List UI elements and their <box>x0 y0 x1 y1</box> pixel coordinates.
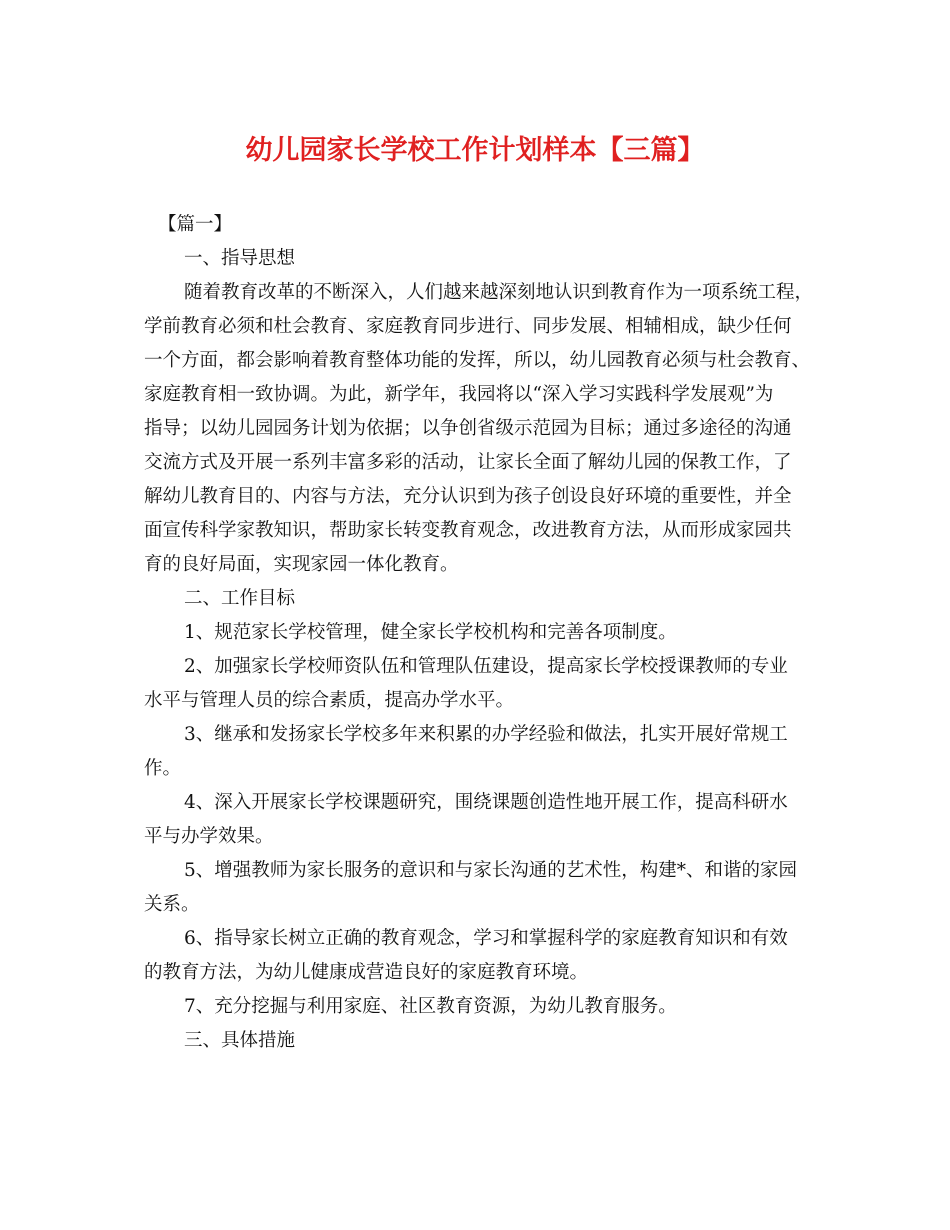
goal-item-1: 1、规范家长学校管理，健全家长学校机构和完善各项制度。 <box>184 622 677 643</box>
goal-item-4: 4、深入开展家长学校课题研究，围绕课题创造性地开展工作，提高科研水 <box>184 792 788 813</box>
goal-item-2-cont: 水平与管理人员的综合素质，提高办学水平。 <box>144 690 515 711</box>
paragraph-line: 交流方式及开展一系列丰富多彩的活动，让家长全面了解幼儿园的保教工作，了 <box>144 452 792 473</box>
paragraph-line: 学前教育必须和杜会教育、家庭教育同步进行、同步发展、相辅相成，缺少任何 <box>144 316 792 337</box>
goal-item-5: 5、增强教师为家长服务的意识和与家长沟通的艺术性，构建*、和谐的家园 <box>184 860 798 881</box>
paragraph-line: 一个方面，都会影响着教育整体功能的发挥，所以，幼儿园教育必须与杜会教育、 <box>144 350 811 371</box>
paragraph-line: 面宣传科学家教知识，帮助家长转变教育观念，改进教育方法，从而形成家园共 <box>144 520 792 541</box>
heading-guiding-ideology: 一、指导思想 <box>184 248 296 269</box>
paragraph-line: 随着教育改革的不断深入，人们越来越深刻地认识到教育作为一项系统工程， <box>184 282 814 303</box>
heading-work-goals: 二、工作目标 <box>184 588 296 609</box>
paragraph-line: 育的良好局面，实现家园一体化教育。 <box>144 554 459 575</box>
goal-item-3-cont: 作。 <box>144 758 182 779</box>
section-label: 【篇一】 <box>158 214 233 235</box>
goal-item-4-cont: 平与办学效果。 <box>144 826 274 847</box>
goal-item-3: 3、继承和发扬家长学校多年来积累的办学经验和做法，扎实开展好常规工 <box>184 724 788 745</box>
goal-item-2: 2、加强家长学校师资队伍和管理队伍建设，提高家长学校授课教师的专业 <box>184 656 788 677</box>
goal-item-5-cont: 关系。 <box>144 894 200 915</box>
paragraph-line: 指导；以幼儿园园务计划为依据；以争创省级示范园为目标；通过多途径的沟通 <box>144 418 792 439</box>
goal-item-6: 6、指导家长树立正确的教育观念，学习和掌握科学的家庭教育知识和有效 <box>184 928 788 949</box>
document-body <box>144 208 812 1058</box>
paragraph-line: 解幼儿教育目的、内容与方法，充分认识到为孩子创设良好环境的重要性，并全 <box>144 486 792 507</box>
paragraph-line: 家庭教育相一致协调。为此，新学年，我园将以“深入学习实践科学发展观”为 <box>144 384 774 405</box>
page-title: 幼儿园家长学校工作计划样本【三篇】 <box>245 135 705 166</box>
heading-specific-measures: 三、具体措施 <box>184 1030 296 1051</box>
goal-item-6-cont: 的教育方法，为幼儿健康成营造良好的家庭教育环境。 <box>144 962 589 983</box>
goal-item-7: 7、充分挖掘与利用家庭、社区教育资源，为幼儿教育服务。 <box>184 996 677 1017</box>
